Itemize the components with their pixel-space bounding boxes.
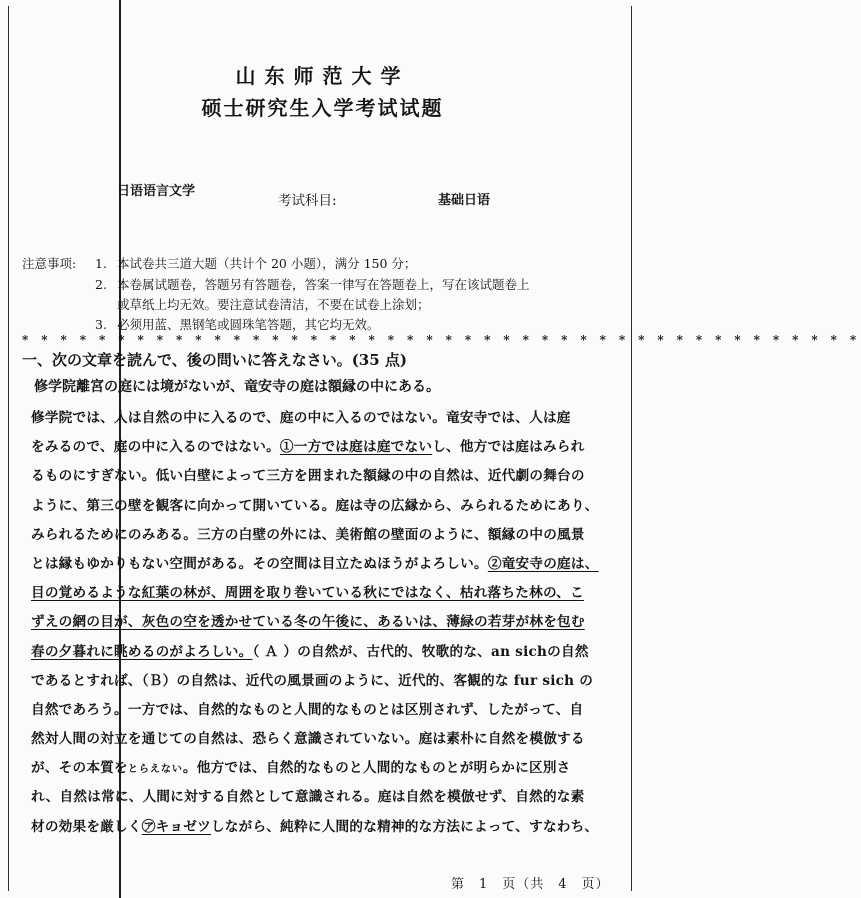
underline-1: ①一方では庭は庭でない [279,439,433,456]
passage-line: 材の効果を厳しく㋐キョゼツしながら、純粋に人間的な精神的な方法によって、すなわち、 [31,818,599,835]
passage [31,404,616,842]
note-item: 1. 本试卷共三道大题（共计个 20 小题），满分 150 分； [95,256,417,271]
passage-line: 修学院では、人は自然の中に入るので、庭の中に入るのではない。竜安寺では、人は庭 [31,410,571,426]
note-item: 2. 本卷属试题卷，答题另有答题卷，答案一律写在答题卷上，写在该试题卷上 [95,277,530,292]
passage-line: ように、第三の壁を観客に向かって開いている。庭は寺の広縁から、みられるためにあり、 [31,497,599,514]
passage-line: が、その本質をとらえない。他方では、自然的なものと人間的なものとが明らかに区別さ [31,760,571,777]
note-item: 3. 必须用蓝、黑钢笔或圆珠笔答题，其它均无效。 [95,317,380,332]
underline-katakana: ㋐キョゼツ [141,818,211,835]
passage-line-underlined: ずえの網の目が、灰色の空を透かせている冬の午後に、あるいは、薄緑の若芽が林を包む [31,614,585,631]
subject-value: 基础日语 [438,193,491,208]
passage-line: 然対人間の対立を通じての自然は、恐らく意識されていない。庭は素朴に自然を模倣する [31,731,585,748]
passage-line: とは縁もゆかりもない空間がある。その空間は目立たぬほうがよろしい。②竜安寺の庭は、 [31,555,599,572]
major-name: 日语语言文学 [117,184,196,199]
underline-2-end: 春の夕暮れに眺めるのがよろしい。 [31,643,253,660]
passage-line: をみるので、庭の中に入るのではない。①一方では庭は庭でないし、他方では庭はみられ [31,439,585,456]
passage-line: みられるためにのみある。三方の白壁の外には、美術館の壁面のように、額縁の中の風景 [31,526,585,543]
subject-label: 考试科目: [278,193,337,209]
passage-line: 自然であろう。一方では、自然的なものと人間的なものとは区別されず、したがって、自 [31,701,584,718]
question-subtitle: 修学院離宮の庭には境がないが、竜安寺の庭は額縁の中にある。 [34,379,440,395]
star-separator: * * * * * * * * * * * * * * * * * * * * * * * * * * * * * * * * * * * * * * * * * * * * [22,333,861,347]
passage-line-underlined: 目の覚めるような紅葉の林が、周囲を取り巻いている秋にではなく、枯れ落ちた林の、こ [31,585,584,602]
small-kana: とらえない [127,764,183,776]
note-item-continued: 或草纸上均无效。要注意试卷清洁，不要在试卷上涂划； [117,297,430,312]
university-title: 山东师范大学 [235,64,410,88]
notes-label: 注意事项: [22,256,77,271]
exam-title: 硕士研究生入学考试试题 [201,96,444,120]
passage-line: れ、自然は常に、人間に対する自然として意識される。庭は自然を模倣せず、自然的な素 [31,789,585,806]
underline-2-start: ②竜安寺の庭は、 [487,555,599,572]
page-number: 第 1 页（共 4 页） [451,877,610,892]
passage-line: 春の夕暮れに眺めるのがよろしい。（ Ａ ）の自然が、古代的、牧歌的な、an sichの自然 [31,643,589,660]
passage-line: であるとすれば、（Ｂ）の自然は、近代の風景画のように、近代的、客観的な fur sich の [31,672,594,689]
question-title: 一、次の文章を読んで、後の問いに答えなさい。(35 点) [22,351,407,369]
passage-line: るものにすぎない。低い白壁によって三方を囲まれた額縁の中の自然は、近代劇の舞台の [31,468,585,485]
